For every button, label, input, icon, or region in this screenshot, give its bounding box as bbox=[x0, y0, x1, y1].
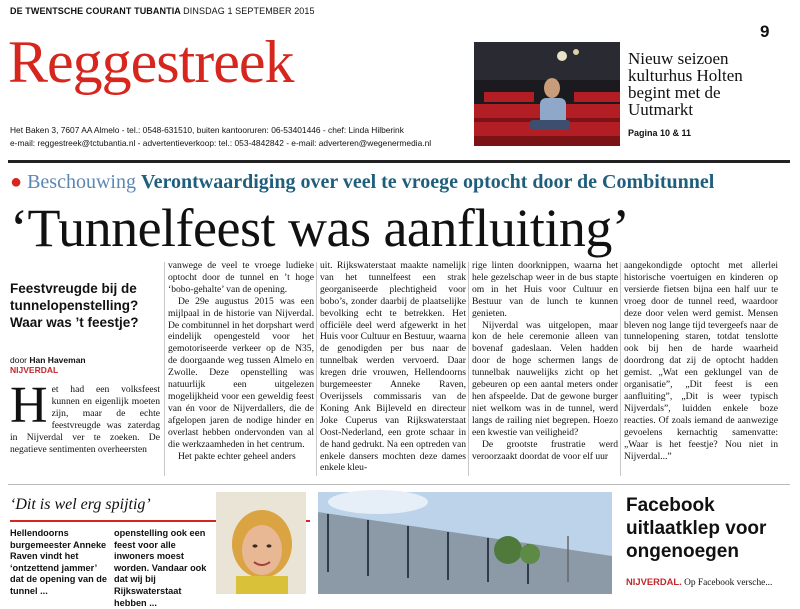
dateline-place: NIJVERDAL bbox=[10, 365, 59, 375]
article-column-5 bbox=[624, 260, 778, 462]
facebook-body bbox=[626, 576, 786, 590]
page-number: 9 bbox=[760, 22, 770, 41]
dropcap: H bbox=[10, 377, 48, 434]
issue-date: DINSDAG 1 SEPTEMBER 2015 bbox=[183, 6, 315, 16]
article-column-4 bbox=[472, 260, 618, 462]
facebook-text: Op Facebook versche... bbox=[684, 578, 773, 588]
masthead-bar bbox=[10, 6, 470, 16]
paragraph: Het pakte echter geheel anders bbox=[178, 450, 296, 462]
sidebar-text-2: openstelling ook een feest voor alle inwoners moest worden. Vandaar ook dat wij bij Rijkswaterstaat hebben ... bbox=[114, 528, 207, 608]
promo-photo bbox=[474, 42, 620, 146]
article-column-3 bbox=[320, 260, 466, 474]
tunnel-photo bbox=[318, 492, 612, 594]
byline-prefix: door bbox=[10, 355, 28, 365]
author-name: Han Haveman bbox=[29, 355, 86, 365]
portrait-photo bbox=[216, 492, 306, 594]
paragraph: vanwege de veel te vroege ludieke optocht door de tunnel en ’t hoge ‘bobo-gehalte’ van de opening. bbox=[168, 260, 314, 295]
section-rule bbox=[8, 160, 790, 163]
paragraph: uit. Rijkswaterstaat maakte namelijk van het tunnelfeest een strak georganiseerde plechtigheid voor bobo’s, zonder daarbij de plaatselijke bevolking echt te betrekken. Het officiële deel werd afgewerkt in het Huis voor Cultuur en Bestuur, waarna de genodigden per bus naar de tunnelbak werden vervoerd. Daar kregen drie vrouwen, Hellendoorns burgemeester Anneke Raven, Overijssels commissaris van de Koning Ank Bijleveld en directeur Joke Cuperus van Rijkswaterstaat Oost-Nederland, een grote schaar in de hand gedrukt. Na een optreden van enkele dansers mochten deze dames enkele kleu- bbox=[320, 260, 466, 474]
bullet-dot-icon: ● bbox=[10, 171, 23, 193]
column-divider bbox=[620, 262, 621, 476]
kicker-headline: Verontwaardiging over veel te vroege optocht door de Combitunnel bbox=[140, 171, 715, 193]
column-1-text: et had een volksfeest kunnen en eigenlijk moeten zijn, maar de echte feestvreugde was zaterdag in Nijverdal ver te zoeken. De negatieve sentimenten overheersten bbox=[10, 384, 160, 455]
facebook-place: NIJVERDAL. bbox=[626, 576, 682, 587]
contact-line-1: Het Baken 3, 7607 AA Almelo - tel.: 0548-631510, buiten kantooruren: 06-53401446 - chef: Linda Hilberink bbox=[10, 125, 404, 135]
section-title: Reggestreek bbox=[8, 29, 294, 95]
column-divider bbox=[316, 262, 317, 476]
column-divider bbox=[468, 262, 469, 476]
contact-info bbox=[10, 124, 470, 150]
paragraph: Nijverdal was uitgelopen, maar kon de hele ceremonie alleen van bovenaf gadeslaan. Velen hadden door de hoge schermen langs de tunnelbak nauwelijks zicht op het gebeuren op een aantal meters onder hen afspeelde. Dat de gewone burger niet welkom was in de tunnel, werd langs de railing niet begrepen. Hoezo een kwestie van veiligheid? bbox=[472, 319, 618, 438]
paper-name: DE TWENTSCHE COURANT TUBANTIA bbox=[10, 6, 181, 16]
article-deck: Feestvreugde bij de tunnelopenstelling? Waar was ’t feestje? bbox=[10, 281, 139, 330]
article-column-2 bbox=[168, 260, 314, 462]
paragraph: De 29e augustus 2015 was een mijlpaal in de historie van Nijverdal. De combitunnel in het dorpshart werd eindelijk opengesteld voor het gemotoriseerde verkeer op de N35, de doorgaande weg tussen Almelo en Zwolle. Deze openstelling was natuurlijk een uitgelezen mogelijkheid voor een geweldig feest van én voor de Nijverdallers, die de afgelopen jaren de nodige hinder en overlast hebben ondervonden van al die werkzaamheden in het centrum. bbox=[168, 295, 314, 450]
paragraph: rige linten doorknippen, waarna het hele gezelschap weer in de bus stapte om in het Huis voor Cultuur en Bestuur van de lunch te kunnen genieten. bbox=[472, 260, 618, 319]
facebook-headline: Facebook uitlaatklep voor ongenoegen bbox=[626, 495, 767, 562]
sidebar-text-1: Hellendoorns burgemeester Anneke Raven vindt het ‘ontzettend jammer’ dat de opening van de tunnel ... bbox=[10, 528, 107, 596]
bottom-rule bbox=[8, 484, 790, 485]
paragraph: De grootste frustratie werd veroorzaakt doordat de voor elf uur bbox=[472, 438, 618, 462]
article-column-1 bbox=[10, 377, 160, 455]
sidebar-quote: ‘Dit is wel erg spijtig’ bbox=[10, 496, 151, 513]
promo-text: Nieuw seizoen kulturhus Holten begint met de Uutmarkt bbox=[628, 49, 743, 119]
article-kicker bbox=[10, 170, 714, 194]
byline bbox=[10, 355, 86, 365]
column-divider bbox=[164, 262, 165, 476]
contact-line-2: e-mail: reggestreek@tctubantia.nl - advertentieverkoop: tel.: 053-4842842 - e-mail: adverteren@wegenermedia.nl bbox=[10, 138, 432, 148]
article-headline: ‘Tunnelfeest was aanfluiting’ bbox=[10, 198, 630, 258]
promo-page-ref: Pagina 10 & 11 bbox=[628, 128, 692, 138]
kicker-label: Beschouwing bbox=[27, 171, 136, 193]
paragraph: aangekondigde optocht met allerlei historische voertuigen en kinderen op versierde fietsen bijna een half uur te vroeg door de tunnel reed, waardoor deze door velen werd gemist. Mensen bleven nog lange tijd tevergeefs naar de tunnelopening staren, totdat tenslotte ook bij hen de harde waarheid doordrong dat zij de optocht hadden gemist. „Wat een geklungel van de organisatie”, „Dit feest is een aanfluiting”, „Dit is weer typisch Nijverdals”, luidden enkele boze reacties. Of zoals iemand de aanwezige gevoelens kernachtig samenvatte: „Waar is het feestje? Nou niet in Nijverdal...” bbox=[624, 260, 778, 462]
